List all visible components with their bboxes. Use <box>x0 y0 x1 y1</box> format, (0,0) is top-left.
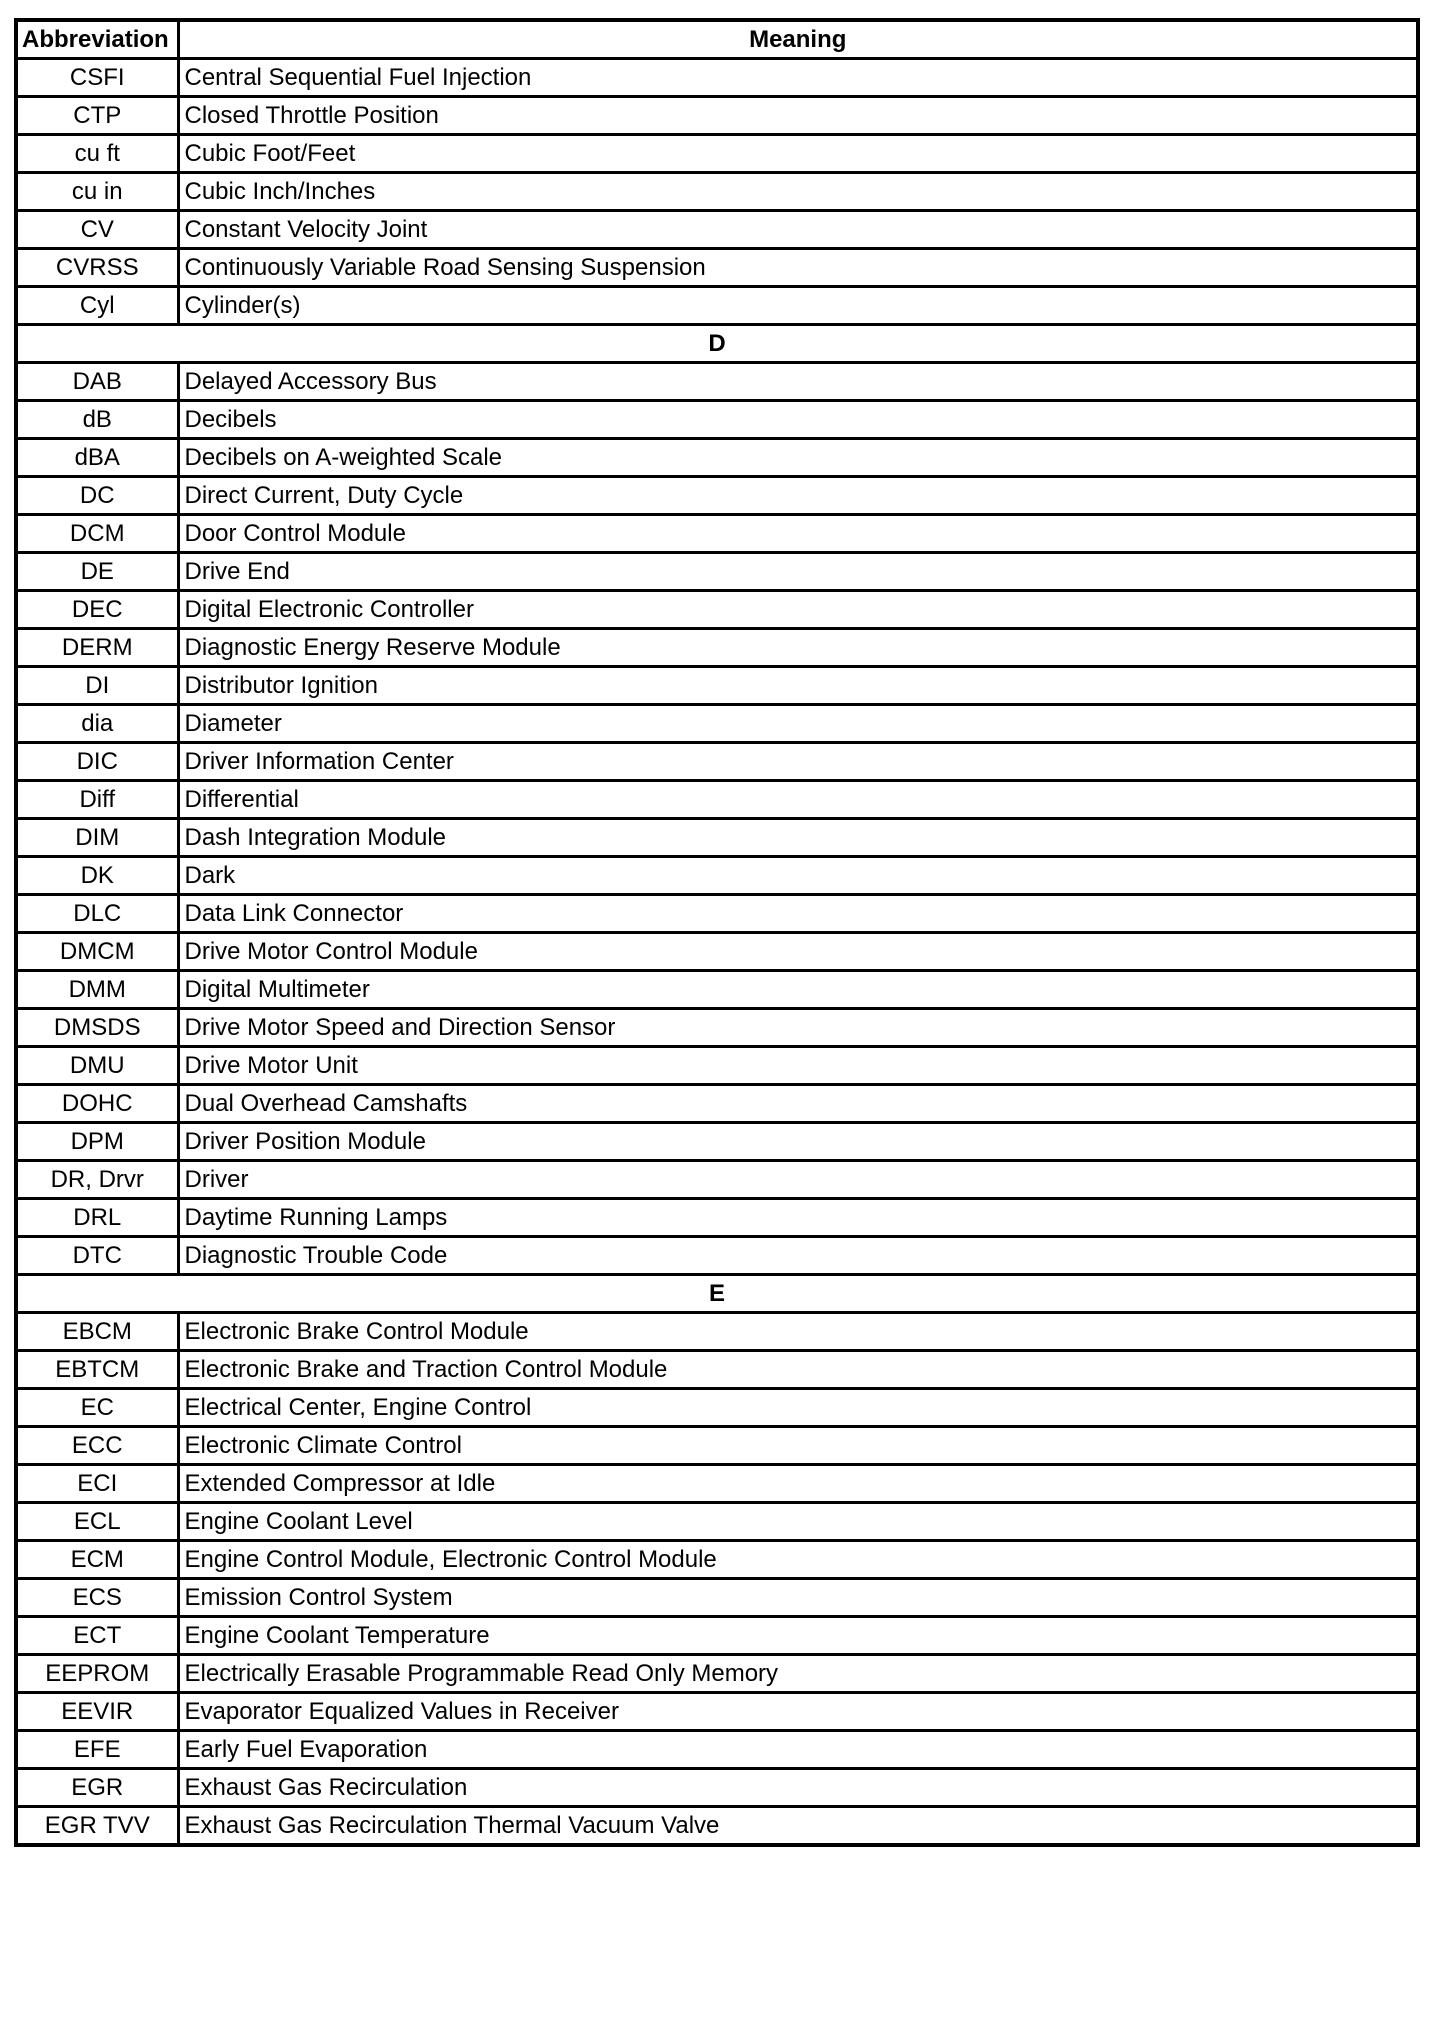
table-row <box>16 439 1418 477</box>
abbreviation-cell: DLC <box>16 895 178 933</box>
section-letter: D <box>16 325 1418 363</box>
abbreviation-cell: EGR <box>16 1769 178 1807</box>
meaning-cell: Delayed Accessory Bus <box>178 363 1418 401</box>
meaning-cell: Extended Compressor at Idle <box>178 1465 1418 1503</box>
abbreviation-cell: DTC <box>16 1237 178 1275</box>
table-row <box>16 781 1418 819</box>
meaning-cell: Diagnostic Trouble Code <box>178 1237 1418 1275</box>
table-row <box>16 401 1418 439</box>
table-body <box>16 59 1418 1846</box>
meaning-cell: Direct Current, Duty Cycle <box>178 477 1418 515</box>
table-row <box>16 1541 1418 1579</box>
meaning-cell: Engine Coolant Level <box>178 1503 1418 1541</box>
meaning-cell: Dash Integration Module <box>178 819 1418 857</box>
table-row <box>16 59 1418 97</box>
meaning-cell: Daytime Running Lamps <box>178 1199 1418 1237</box>
table-row <box>16 743 1418 781</box>
abbreviation-cell: ECS <box>16 1579 178 1617</box>
table-row <box>16 591 1418 629</box>
abbreviation-cell: DR, Drvr <box>16 1161 178 1199</box>
table-row <box>16 249 1418 287</box>
meaning-cell: Decibels on A-weighted Scale <box>178 439 1418 477</box>
abbreviation-cell: DCM <box>16 515 178 553</box>
table-row <box>16 1655 1418 1693</box>
meaning-cell: Drive Motor Unit <box>178 1047 1418 1085</box>
meaning-cell: Cubic Foot/Feet <box>178 135 1418 173</box>
meaning-cell: Engine Coolant Temperature <box>178 1617 1418 1655</box>
meaning-cell: Dark <box>178 857 1418 895</box>
meaning-cell: Engine Control Module, Electronic Control Module <box>178 1541 1418 1579</box>
meaning-cell: Electronic Climate Control <box>178 1427 1418 1465</box>
abbreviation-cell: ECT <box>16 1617 178 1655</box>
abbreviation-cell: EEVIR <box>16 1693 178 1731</box>
table-row <box>16 135 1418 173</box>
table-row <box>16 1199 1418 1237</box>
table-row <box>16 515 1418 553</box>
table-row <box>16 933 1418 971</box>
meaning-cell: Cubic Inch/Inches <box>178 173 1418 211</box>
abbreviation-cell: dBA <box>16 439 178 477</box>
table-row <box>16 1161 1418 1199</box>
meaning-cell: Constant Velocity Joint <box>178 211 1418 249</box>
abbreviation-cell: DERM <box>16 629 178 667</box>
abbreviation-cell: EEPROM <box>16 1655 178 1693</box>
table-row <box>16 705 1418 743</box>
table-row <box>16 1693 1418 1731</box>
abbreviation-cell: CSFI <box>16 59 178 97</box>
table-row <box>16 1085 1418 1123</box>
table-row <box>16 1617 1418 1655</box>
table-row <box>16 819 1418 857</box>
meaning-cell: Differential <box>178 781 1418 819</box>
abbreviation-cell: DMCM <box>16 933 178 971</box>
meaning-cell: Cylinder(s) <box>178 287 1418 325</box>
abbreviation-cell: cu ft <box>16 135 178 173</box>
table-row <box>16 1427 1418 1465</box>
abbreviation-cell: DI <box>16 667 178 705</box>
abbreviation-cell: dB <box>16 401 178 439</box>
abbreviation-cell: CV <box>16 211 178 249</box>
abbreviation-cell: EBTCM <box>16 1351 178 1389</box>
table-header-row <box>16 20 1418 59</box>
meaning-cell: Data Link Connector <box>178 895 1418 933</box>
meaning-cell: Evaporator Equalized Values in Receiver <box>178 1693 1418 1731</box>
abbreviation-cell: DMU <box>16 1047 178 1085</box>
table-row <box>16 1731 1418 1769</box>
meaning-cell: Continuously Variable Road Sensing Suspension <box>178 249 1418 287</box>
table-row <box>16 211 1418 249</box>
meaning-cell: Electronic Brake Control Module <box>178 1313 1418 1351</box>
table-row <box>16 1313 1418 1351</box>
abbreviation-cell: DC <box>16 477 178 515</box>
table-row <box>16 173 1418 211</box>
table-row <box>16 1351 1418 1389</box>
section-header-row <box>16 325 1418 363</box>
abbreviation-cell: DOHC <box>16 1085 178 1123</box>
abbreviation-cell: DE <box>16 553 178 591</box>
meaning-cell: Driver Information Center <box>178 743 1418 781</box>
abbreviations-table <box>14 18 1420 1847</box>
meaning-cell: Central Sequential Fuel Injection <box>178 59 1418 97</box>
meaning-cell: Closed Throttle Position <box>178 97 1418 135</box>
abbreviation-cell: ECL <box>16 1503 178 1541</box>
abbreviation-cell: CTP <box>16 97 178 135</box>
abbreviation-cell: dia <box>16 705 178 743</box>
meaning-cell: Digital Electronic Controller <box>178 591 1418 629</box>
meaning-cell: Distributor Ignition <box>178 667 1418 705</box>
meaning-cell: Driver Position Module <box>178 1123 1418 1161</box>
section-header-row <box>16 1275 1418 1313</box>
meaning-cell: Drive End <box>178 553 1418 591</box>
meaning-cell: Early Fuel Evaporation <box>178 1731 1418 1769</box>
abbreviation-cell: EGR TVV <box>16 1807 178 1846</box>
table-row <box>16 287 1418 325</box>
abbreviation-cell: ECM <box>16 1541 178 1579</box>
table-row <box>16 553 1418 591</box>
table-row <box>16 1807 1418 1846</box>
meaning-cell: Exhaust Gas Recirculation Thermal Vacuum Valve <box>178 1807 1418 1846</box>
abbreviation-cell: Cyl <box>16 287 178 325</box>
abbreviation-cell: EC <box>16 1389 178 1427</box>
meaning-cell: Digital Multimeter <box>178 971 1418 1009</box>
table-row <box>16 363 1418 401</box>
table-row <box>16 895 1418 933</box>
meaning-cell: Electronic Brake and Traction Control Module <box>178 1351 1418 1389</box>
table-row <box>16 97 1418 135</box>
table-row <box>16 629 1418 667</box>
abbreviation-cell: Diff <box>16 781 178 819</box>
table-row <box>16 1465 1418 1503</box>
table-row <box>16 971 1418 1009</box>
table-row <box>16 1047 1418 1085</box>
abbreviation-cell: ECC <box>16 1427 178 1465</box>
meaning-cell: Emission Control System <box>178 1579 1418 1617</box>
table-row <box>16 1123 1418 1161</box>
meaning-cell: Drive Motor Control Module <box>178 933 1418 971</box>
table-row <box>16 1579 1418 1617</box>
meaning-cell: Decibels <box>178 401 1418 439</box>
meaning-cell: Electrical Center, Engine Control <box>178 1389 1418 1427</box>
table-row <box>16 1503 1418 1541</box>
abbreviation-cell: DAB <box>16 363 178 401</box>
abbreviation-cell: EBCM <box>16 1313 178 1351</box>
table-row <box>16 1389 1418 1427</box>
meaning-cell: Dual Overhead Camshafts <box>178 1085 1418 1123</box>
abbreviation-column-header: Abbreviation <box>16 20 178 59</box>
abbreviation-cell: DK <box>16 857 178 895</box>
abbreviation-cell: CVRSS <box>16 249 178 287</box>
table-row <box>16 477 1418 515</box>
table-row <box>16 857 1418 895</box>
abbreviation-cell: DPM <box>16 1123 178 1161</box>
meaning-cell: Diagnostic Energy Reserve Module <box>178 629 1418 667</box>
meaning-cell: Diameter <box>178 705 1418 743</box>
abbreviation-cell: DMSDS <box>16 1009 178 1047</box>
section-letter: E <box>16 1275 1418 1313</box>
table-row <box>16 1237 1418 1275</box>
table-row <box>16 1009 1418 1047</box>
abbreviation-cell: DIC <box>16 743 178 781</box>
abbreviation-cell: ECI <box>16 1465 178 1503</box>
abbreviation-cell: EFE <box>16 1731 178 1769</box>
meaning-column-header: Meaning <box>178 20 1418 59</box>
abbreviation-cell: DRL <box>16 1199 178 1237</box>
table-row <box>16 1769 1418 1807</box>
meaning-cell: Exhaust Gas Recirculation <box>178 1769 1418 1807</box>
meaning-cell: Drive Motor Speed and Direction Sensor <box>178 1009 1418 1047</box>
meaning-cell: Electrically Erasable Programmable Read Only Memory <box>178 1655 1418 1693</box>
abbreviation-cell: DMM <box>16 971 178 1009</box>
meaning-cell: Driver <box>178 1161 1418 1199</box>
abbreviation-cell: DIM <box>16 819 178 857</box>
table-row <box>16 667 1418 705</box>
abbreviation-cell: DEC <box>16 591 178 629</box>
meaning-cell: Door Control Module <box>178 515 1418 553</box>
abbreviation-cell: cu in <box>16 173 178 211</box>
